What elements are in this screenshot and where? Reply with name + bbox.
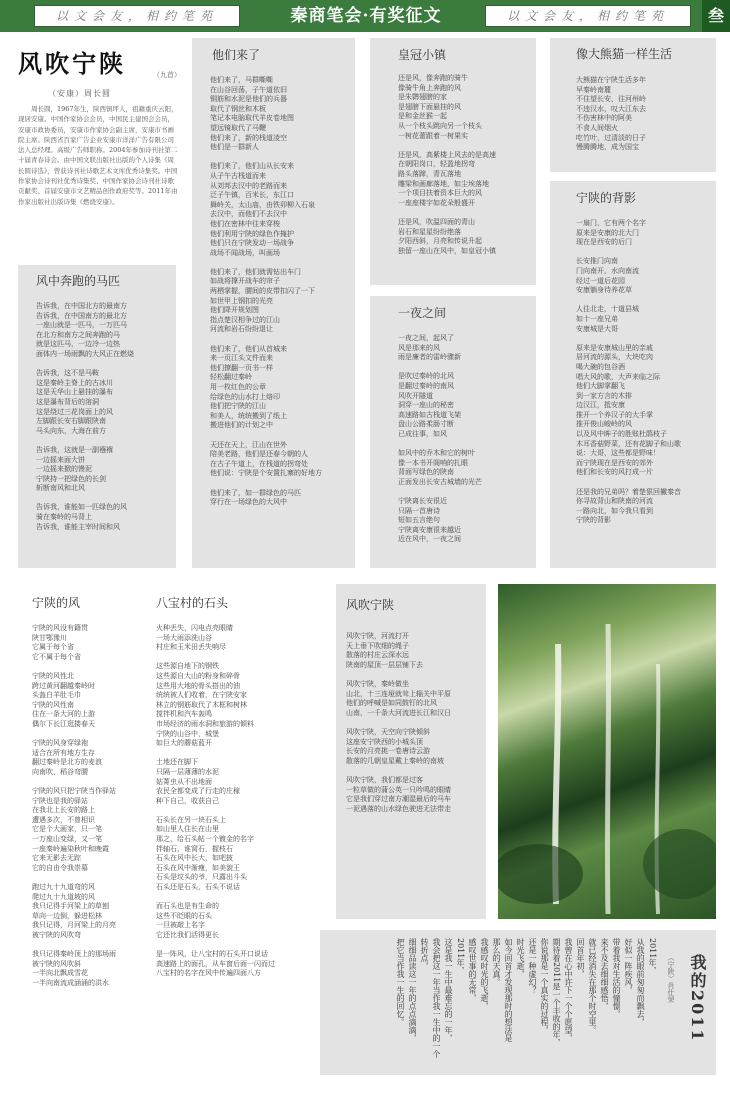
poem-body: 告诉我，在中国北方的最南方 告诉我，在中国南方的最北方 一座山就是一匹马，一万匹马 在北方和南方之间奔跑的马 就是这匹马，一边冷一边热 面体内一场雨飘的大风正在燃烧 告诉我，这不是马鞍 这是秦岭主脊上的古冰川 这是天华山上悬挂的瀑布 这是瀑布背后的溶洞 这是绕过三花岗面上的风 左脚跟长安右脚跟陕南 马头向东，大海在前方 告诉我，这就是一副襁褓 一边摇来面大饼 一边摇来掀的馒泥 宁陕持一把绿色的长剑 斩断南风和北风 告诉我，谁能如一匹绿色的风 骑在秦岭的马背上 告诉我，谁能主宰时间和风	[36, 302, 134, 531]
poem-box	[148, 584, 320, 1054]
essay-line: 如今回首才发现那时的想法是	[504, 938, 513, 1042]
page-number: 叁	[702, 0, 730, 32]
essay-line: 把它当作我一生的回忆。	[396, 938, 405, 1026]
poem-body: 他们来了，马群嘶嘶 在山谷回荡，子午道依旧 铜筋和水泥是他们的兵器 取代了钢丝和木板 笔记本电脑取代羊皮卷地图 望远镜取代了马鞭 他们来了，新的栈道凌空 他们是一群新人 他们来了，他们山从长安来 从子午古栈道而来 从刘邦去汉中的老路而来 泛子午镇，百米长，东江口 舞岭关，太山庙，由铁卯柳入石泉 去汉中，而他们不去汉中 他们在密林中往来穿梭 他们利用宁陕的绿色作掩护 他们只在宁陕发动一场战争 战场不闻战场，叫画场 他们来了，他们就需钻出车门 如战将撑开战车的帘子 两栖掌握，腰间的皮带扣闪了一下 如世甲上钢扣的光亮 他们降开规划图 指点楚汉相争过的江山 河流和岩石纷纷退让 他们来了，他们从首城来 来一页江头文件而来 他们撩翻一页书一样 轻松翻过秦岭 用一枚红色的公章 给绿色的山水打上烙印 他们把宁陕的江山 和美人，统统搬到了纸上 搬进他们的计划之中 天还在天上，江山在世外 陪美老路，他们是还春今朝的人 在古子午道上，在栈道的拐弯处 他们说：宁陕是个安置扎寨的好地方 他们来了，如一群绿色的马匹 穿行在一场绿色的大风中	[210, 76, 322, 507]
poem-body: 风吹宁陕，河流打开 天上垂下吹细的绳子 散落的村庄云深水远 陕南的屋顶一层层铺下去 风吹宁陕，秦岭做坐 山北，十三连垭就耸上辎关中平原 他们的呼喊是如同鼓钉的北风 山南，一千条大河流进长江和汉日 风吹宁陕，天空向宁陕倾斜 这座安宁陕西的小城头顶 长安的月亮挑一卷唐诗云游 散落的几朝皇星戴上秦岭的南坡 风吹宁陕，我们都是过客 一粒草做的蒲公英一只吟鸣的眼睛 它是我们穿过南方潮湿最后的马车 一泥遇落的山水绿色驶进无法带走	[346, 632, 451, 813]
poem-title: 八宝村的石头	[156, 596, 229, 610]
essay-line: 你说那是一个真实的过程，	[540, 938, 549, 1034]
poem-title: 风吹宁陕	[346, 598, 395, 612]
essay-box	[320, 930, 716, 1075]
poem-body: 火种丢失，闪电点亮眼睛 一场大雨添洗山谷 村庄和玉米田丢失响尽 这些源自地下的钢铁 这些源自大山的粉身和碎骨 这些用大地的骨头搭出的油 统统被人们收着，在宁陕安家 林立的钢筋取代了木框和树林 搅拌机和汽车轰鸣 市场经济的雨水洞和旅游的倾料 宁陕的山谷中，城堡 如巨大的蘑菇蓝开 土地还在脚下 只隔一层薄薄的水泥 姑菁虫从不出地面 农民全都变成了行走的庄稼 种下自己，收获自己 石头长在另一块石头上 如山里人住长在山里 那之，给石头帖一个镀金的名字 拌轴石，谁窝石，握枝石 石头在风中长大，如吧披 石头在风中渐瘦，如美貌王 石头是坟头的爷，只露出斗头 石头还是石头，石头不说话 而石头也是有生命的 这些不眨眼的石头 一旦被敲上名字 它还比我们活得更长 是一阵风，让八宝村的石头开口说话 高速路上的面孔，从车窗后面一闪而过 八宝村的名字在风中传遍四面八方	[156, 624, 275, 978]
poem-box	[336, 584, 486, 919]
essay-body	[395, 938, 658, 1066]
poem-box	[192, 38, 355, 568]
poem-body: 宁陕的风没有籍贯 陕甘鄂豫川 它属于每个省 它不属于每个省 宁陕的风性北 跨过黄河翻越秦岭时 头盔白羊肚毛巾 宁陕的风性南 住在一条大河的上游 偶尔下长江逛搂春天 宁陕的风身穿绿袍 适合在所有地方生存 翻过秦岭是北方的麦浪 向南吹，稻谷弯腰 宁陕的风只把宁陕当作驿站 宁陕也是我的驿站 在我北上长安的路上 遭遇多次，不曾相识 它是个大画家，只一笔 一万座山变绿，又一笔 一座秦岭遍染秋叶和晚霞 它来无影去无踪 它的自由令我崇慕 跑过九十九道弯的风 爬过九十九道坡的风 我只记得手河梁上的草刨 草向一边倒，躲进松林 我只记得，月河梁上的月亮 被宁陕的风吹弯 我只记得秦岭顶上的那场雨 被宁陕的风吹斜 一半向北飘成雪花 一半向南流成涵涌的洪水	[32, 624, 116, 987]
essay-line: 我会把这一年当作我一生中的一个	[432, 938, 441, 1058]
header-title: 秦商笔会·有奖征文	[290, 6, 442, 26]
essay-author: （宁陕）肖仕荣	[667, 954, 675, 1003]
essay-line: 我感叹时光的飞逝，	[480, 938, 489, 1010]
feature-title-note: （九首）	[153, 71, 181, 79]
feature-author: （安康）周长圆	[48, 89, 111, 98]
poem-title: 皇冠小镇	[398, 48, 447, 62]
essay-line: 我曾在心中许下一个个愿望，	[564, 938, 573, 1042]
poem-box	[550, 181, 716, 568]
poem-title: 一夜之间	[398, 306, 447, 320]
essay-line: 这是我一生中最难忘的一年，	[444, 938, 453, 1042]
poem-box	[18, 265, 176, 568]
poem-title: 宁陕的背影	[576, 191, 637, 205]
waterfall-photo	[498, 584, 716, 919]
essay-line: 转折点，	[420, 938, 429, 970]
poem-body: 一夜之间，起风了 风是那来的风 雨是廉者的雷岭骤新 是吹过秦岭的北风 是翻过秦岭的南风 风吹开隧道 洞穿一座山的秘密 高速路如古栈道飞架 盘山公路柔肠寸断 已成往事，如风 如风中的乔木和它的树叶 像一本书开阁响的扎眼 背面写绿色的陕南 正面发出长安古城墙的光芒 宁陕离长安很近 只隔一首唐诗 短如五言绝句 宁陕离安康很来越近 近在风中，一夜之间	[398, 334, 482, 544]
bio-text: 周长圆，1967年生，陕西镇坪人，祖籍重庆云阳，现居安康。中国作家协会会员，中国民主建国会会员，安康市政协委员，安康市作家协会副主席，安康市书画院主席。陕西省百家广告企业安康市洋洋广告有限公司法人总经理。高级广告师职称。2004年参加诗刊社第二十届青春诗会。由中国文联出版社出版的个人诗集《周长圆诗选》，曾获诗刊社诗歌艺术文库优秀诗集奖。中国作家协会诗刊社优秀诗集奖、中国作家协会诗刊社诗歌贡献奖、首届安康市文艺精品创作政府奖等。2011年由作家出版社出版诗集《燃烧安康》。	[18, 105, 178, 206]
essay-line: 好似一阵疾风，	[624, 938, 633, 994]
essay-line: 还是一种虚幻？	[528, 938, 537, 994]
essay-line: 回首年初，	[576, 938, 585, 978]
essay-line: 来不及去细细感悟，	[600, 938, 609, 1010]
essay-line: 2011年，	[456, 938, 465, 975]
poem-body: 大熊猫在宁陕生活多年 早秦岭南麓 不住望长安，往河州岭 不违汉水，叹大江东去 不伤害林中的阿美 不食人间烟火 吃竹叶，过清淡的日子 慢腾腾地，成为国宝	[576, 76, 646, 152]
poem-title: 宁陕的风	[32, 596, 81, 610]
header-slogan-left: 以文会友，相约笔苑	[34, 5, 240, 27]
essay-line: 就已经消失在那个时空里。	[588, 938, 597, 1034]
essay-line: 感叹世事的无常，	[468, 938, 477, 1002]
essay-title: 我的2011	[688, 954, 707, 1043]
essay-line: 带着我对生活的憧憬，	[612, 938, 621, 1018]
essay-line: 细细品读这一年的点点滴滴，	[408, 938, 417, 1042]
author-bio	[18, 44, 181, 254]
poem-title: 他们来了	[212, 48, 261, 62]
poem-body: 还是风，像奔跑的骑牛 像骑牛角上奔跑的风 是朱鹮翅膀的家 是翅膀下面悬挂的风 是和金丝猴一起 从一个枝头跳向另一个枝头 一树花蕾跟着一树果实 还是风，高紫楼上风去的是高速 在朝阳岗口，轻盈地拐弯 路头落蹄，青瓦落地 雕梁和画廊落地，如尘埃落地 一个项目扶着资本巨大的风 一座座楼宇如花朵般盛开 还是风，吹温四面的青山 岩石和星星纷纷绝落 夕阳西斜，月亮和传说升起 独留一座山在风中，如皇冠小镇	[398, 74, 496, 255]
essay-line: 2011年，	[648, 938, 657, 975]
essay-line: 时光飞逝，	[516, 938, 525, 978]
essay-line: 那么的天真。	[492, 938, 501, 986]
poem-box	[18, 584, 136, 1054]
poem-box	[370, 38, 536, 285]
waterfall-icon	[498, 584, 716, 919]
essay-line: 从我的眼前匆匆而飘去，	[636, 938, 645, 1026]
poem-body: 一扇门，它有两个名字 原来是安康的北大门 现在是西安的后门 长安推门向南 门向南开，水向南流 经过一道后花园 安康躺身待养花草 人往北走，十道县城 如十一座兄弟 安康城是大哥 原来是安康城山里的亲戚 居河流的源头，大块吃肉 喝大碗的包谷酒 唱大风的歌，大声来临之际 他们大脚掌翻飞 到一家方言的木排 边汉江，抵安康 推开一个养汉子的大手掌 推开俊山峻岭的风 以及风中眸子的胜账杜鹃枝子 木耳香菇野菜，还有花脚子和山歌 说：大哥，这些都是野味！ 而宁陕现在是西安的郊外 他们和长安的风打成一片 还是我的兄弟吗？着楚狠回撇秦音 你寻故背山和陕南的河流 一路向北，如今我只看到 宁陕的背影	[576, 219, 681, 525]
poem-title: 像大熊猫一样生活	[576, 47, 673, 61]
feature-title: 风吹宁陕	[18, 49, 126, 78]
header-slogan-right: 以文会友，相约笔苑	[485, 5, 691, 27]
poem-box	[550, 38, 716, 172]
poem-box	[370, 296, 536, 568]
essay-line: 期待着2011是一个丰收的年，	[552, 938, 561, 1047]
poem-title: 风中奔跑的马匹	[36, 274, 121, 288]
